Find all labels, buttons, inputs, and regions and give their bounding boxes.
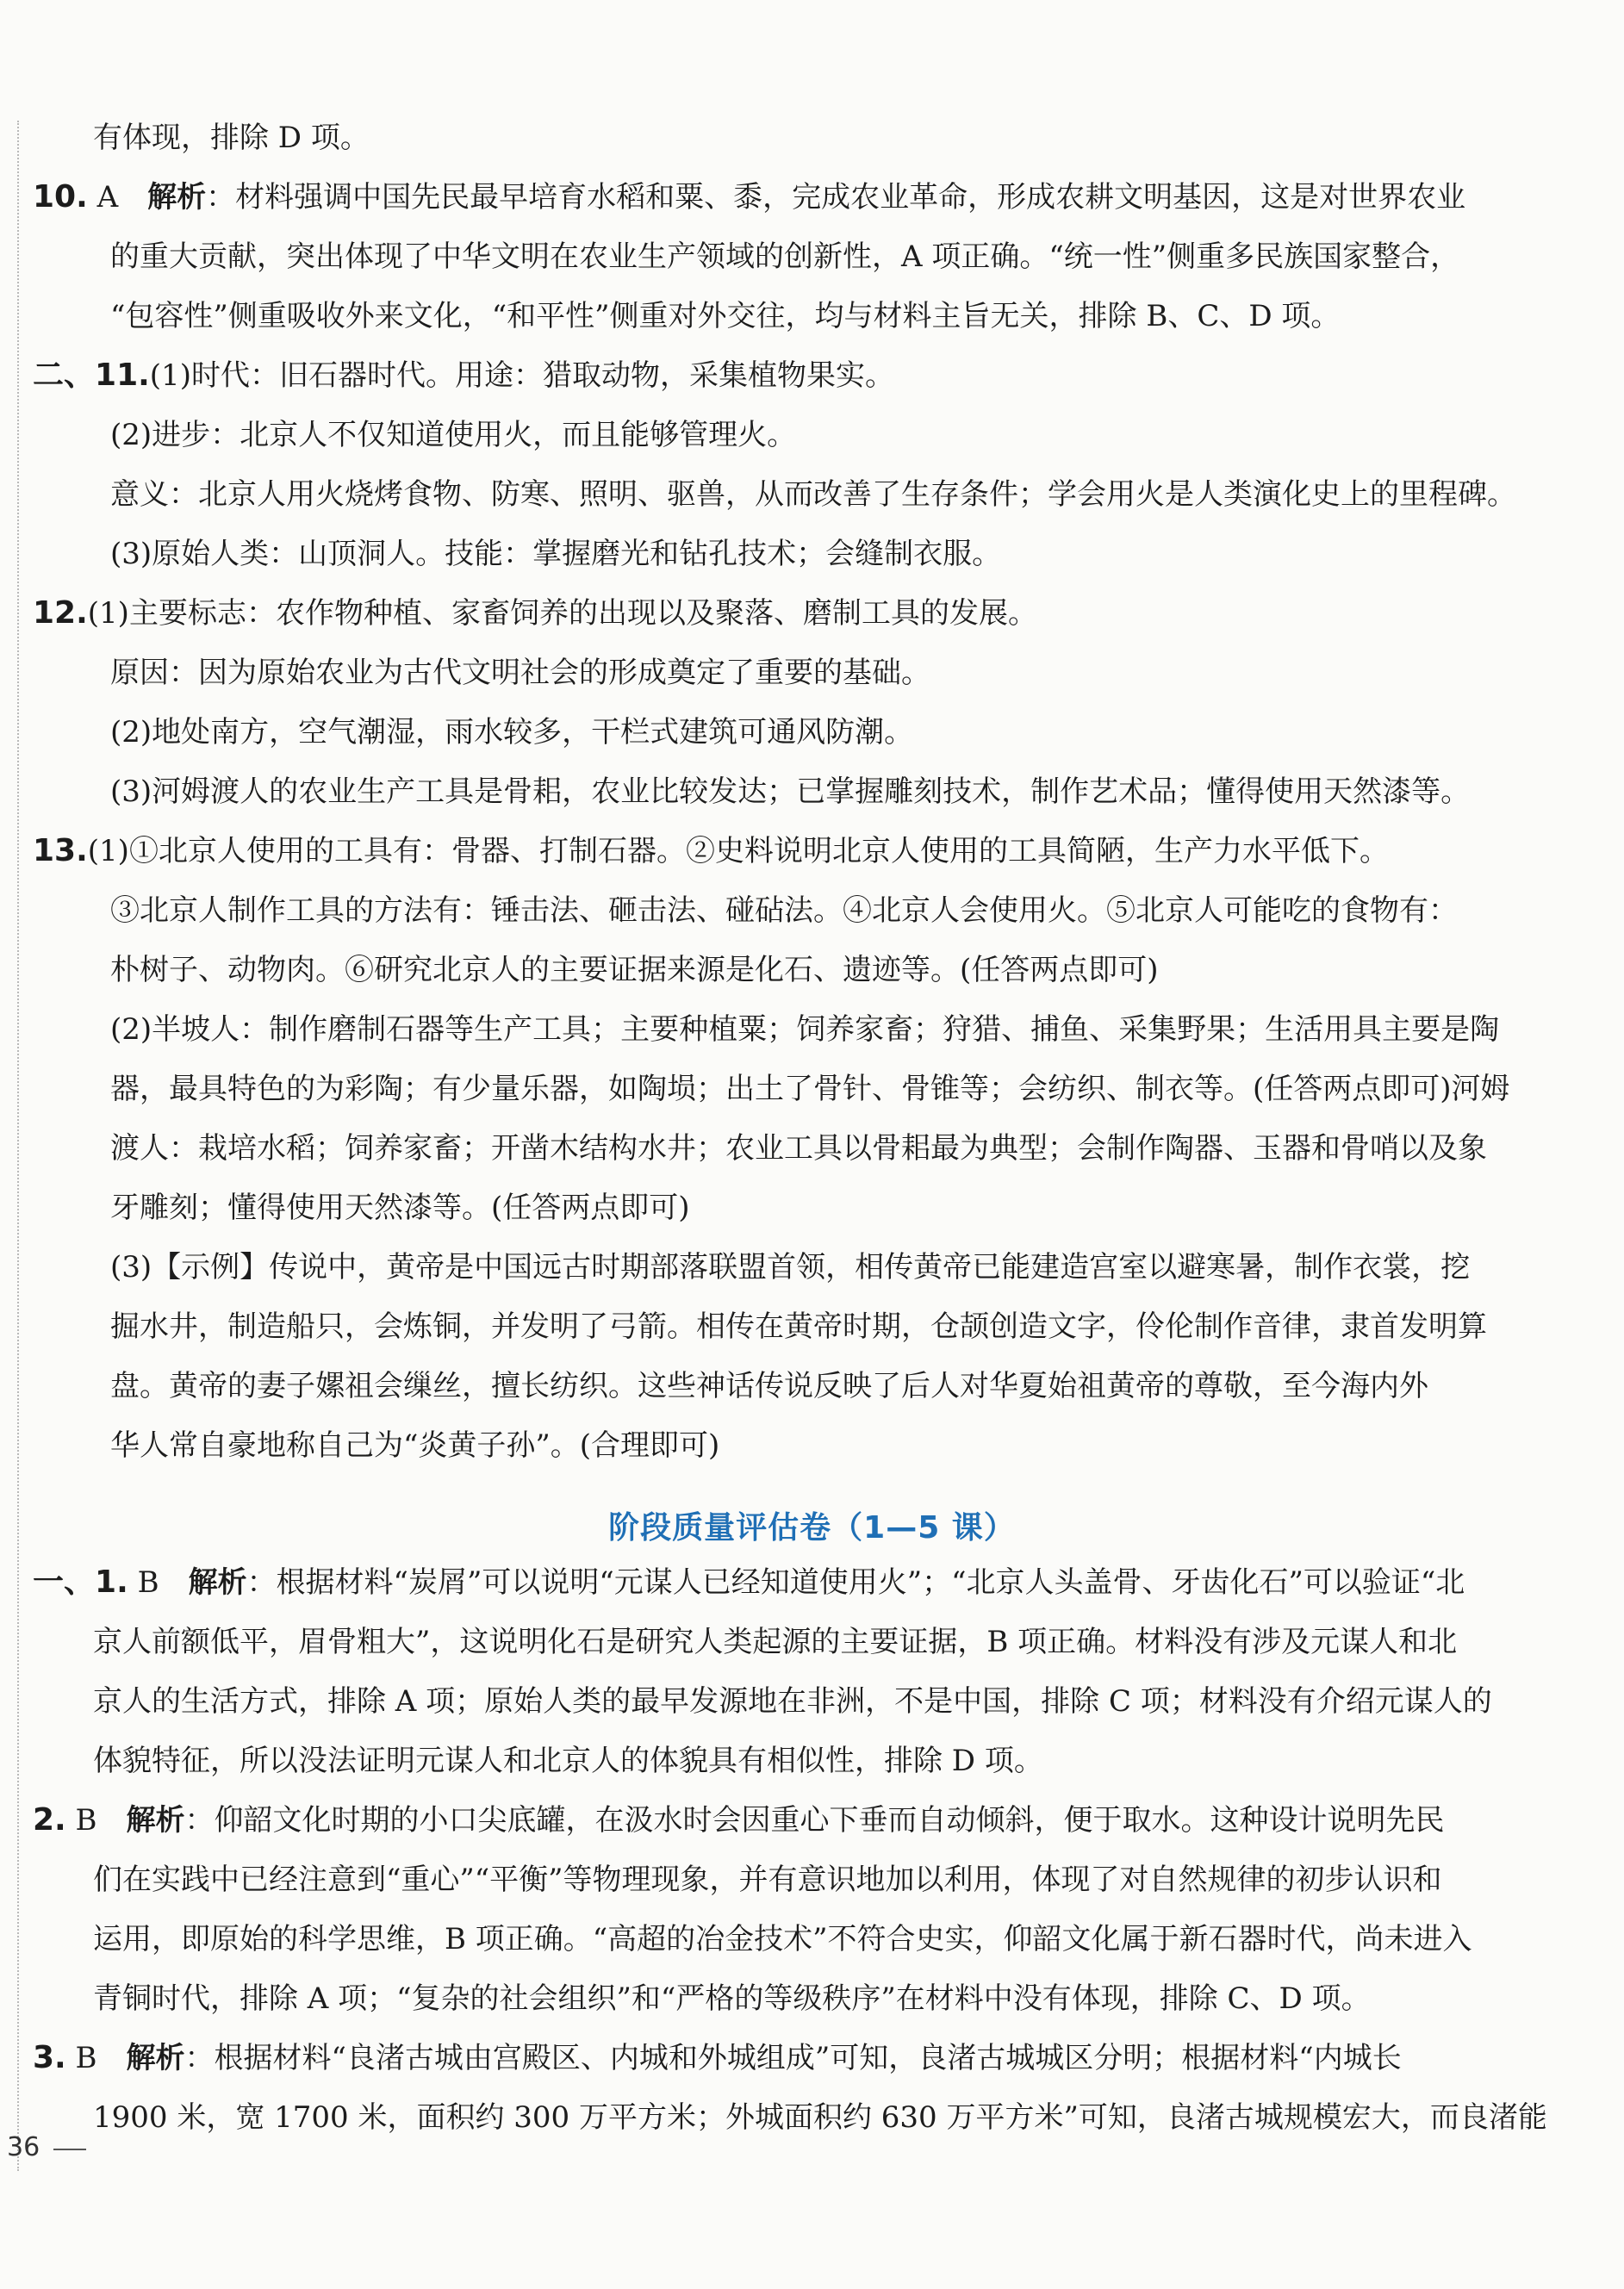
- text-line: [110, 713, 1600, 751]
- text-line: [110, 1308, 1600, 1346]
- text-line: [110, 1129, 1600, 1167]
- analysis-label: 解析: [126, 2041, 185, 2075]
- text-line: [110, 892, 1600, 930]
- line-text: 牙雕刻；懂得使用天然漆等。(任答两点即可): [110, 1191, 690, 1225]
- text-line: [110, 1367, 1600, 1405]
- question-number: 12.: [33, 595, 88, 631]
- text-line: [110, 416, 1600, 454]
- question-number: 13.: [33, 833, 88, 868]
- line-text: (3)河姆渡人的农业生产工具是骨耜，农业比较发达；已掌握雕刻技术，制作艺术品；懂得使用天然漆等。: [110, 774, 1471, 809]
- line-text: ：根据材料“良渚古城由宫殿区、内城和外城组成”可知，良渚古城城区分明；根据材料“内城长: [184, 2041, 1402, 2075]
- line-text: 掘水井，制造船只，会炼铜，并发明了弓箭。相传在黄帝时期，仓颉创造文字，伶伦制作音律，隶首发明算: [110, 1309, 1487, 1344]
- question-number: 2.: [33, 1802, 66, 1838]
- section-prefix: 二、: [33, 358, 96, 393]
- line-text: “包容性”侧重吸收外来文化，“和平性”侧重对外交往，均与材料主旨无关，排除 B、C、D 项。: [110, 299, 1341, 333]
- line-text: 青铜时代，排除 A 项；“复杂的社会组织”和“严格的等级秩序”在材料中没有体现，排除 C、D 项。: [93, 1981, 1371, 2016]
- line-text: 运用，即原始的科学思维，B 项正确。“高超的冶金技术”不符合史实，仰韶文化属于新石器时代，尚未进入: [93, 1922, 1472, 1956]
- text-line: [33, 357, 1600, 395]
- line-text: 的重大贡献，突出体现了中华文明在农业生产领域的创新性，A 项正确。“统一性”侧重多民族国家整合，: [110, 239, 1460, 274]
- analysis-label: 解析: [126, 1803, 185, 1838]
- text-line: [93, 1920, 1600, 1958]
- text-line: [93, 1742, 1600, 1780]
- text-line: [93, 1683, 1600, 1720]
- line-text: 原因：因为原始农业为古代文明社会的形成奠定了重要的基础。: [110, 656, 930, 690]
- line-text: 器，最具特色的为彩陶；有少量乐器，如陶埙；出土了骨针、骨锥等；会纺织、制衣等。(任答两点即可)河姆: [110, 1072, 1510, 1106]
- section-title: 阶段质量评估卷（1—5 课）: [608, 1510, 1016, 1546]
- text-line: [33, 1564, 1600, 1602]
- line-text: 渡人：栽培水稻；饲养家畜；开凿木结构水井；农业工具以骨耜最为典型；会制作陶器、玉器和骨哨以及象: [110, 1131, 1487, 1166]
- line-text: 京人的生活方式，排除 A 项；原始人类的最早发源地在非洲，不是中国，排除 C 项；材料没有介绍元谋人的: [93, 1684, 1492, 1719]
- question-number: 11.: [95, 358, 150, 393]
- text-line: [93, 1861, 1600, 1899]
- text-line: [93, 1980, 1600, 2018]
- text-line: [110, 535, 1600, 573]
- line-text: 们在实践中已经注意到“重心”“平衡”等物理现象，并有意识地加以利用，体现了对自然规律的初步认识和: [93, 1863, 1442, 1897]
- line-text: 盘。黄帝的妻子嫘祖会缫丝，擅长纺织。这些神话传说反映了后人对华夏始祖黄帝的尊敬，至今海内外: [110, 1369, 1428, 1403]
- line-text: 意义：北京人用火烧烤食物、防寒、照明、驱兽，从而改善了生存条件；学会用火是人类演化史上的里程碑。: [110, 477, 1516, 512]
- text-line: [33, 832, 1600, 870]
- page-number-rule: [53, 2149, 86, 2150]
- line-text: ③北京人制作工具的方法有：锤击法、砸击法、碰砧法。④北京人会使用火。⑤北京人可能吃的食物有：: [110, 893, 1458, 928]
- text-line: [33, 594, 1600, 632]
- line-text: (2)地处南方，空气潮湿，雨水较多，干栏式建筑可通风防潮。: [110, 715, 914, 750]
- question-number: 3.: [33, 2040, 66, 2075]
- line-text: ：仰韶文化时期的小口尖底罐，在汲水时会因重心下垂而自动倾斜，便于取水。这种设计说明先民: [184, 1803, 1445, 1838]
- text-line: [110, 238, 1600, 276]
- line-text: 1900 米，宽 1700 米，面积约 300 万平方米；外城面积约 630 万平方米”可知，良渚古城规模宏大，而良渚能: [93, 2100, 1547, 2135]
- text-line: [110, 297, 1600, 335]
- text-line: [110, 1248, 1600, 1286]
- line-text: 有体现，排除 D 项。: [93, 121, 370, 155]
- text-line: [33, 2039, 1600, 2077]
- text-line: [110, 1011, 1600, 1048]
- line-text: 京人前额低平，眉骨粗大”，这说明化石是研究人类起源的主要证据，B 项正确。材料没有涉及元谋人和北: [93, 1625, 1458, 1659]
- text-line: [110, 654, 1600, 692]
- text-line: [110, 1070, 1600, 1108]
- text-line: [93, 2099, 1600, 2137]
- analysis-label: 解析: [147, 180, 207, 215]
- text-line: [110, 773, 1600, 811]
- line-text: 华人常自豪地称自己为“炎黄子孙”。(合理即可): [110, 1428, 720, 1463]
- answer-letter: B: [75, 2041, 97, 2075]
- line-text: 朴树子、动物肉。⑥研究北京人的主要证据来源是化石、遗迹等。(任答两点即可): [110, 953, 1159, 987]
- line-text: ：根据材料“炭屑”可以说明“元谋人已经知道使用火”；“北京人头盖骨、牙齿化石”可以验证“北: [246, 1565, 1465, 1600]
- text-line: [93, 1623, 1600, 1661]
- line-text: (3)原始人类：山顶洞人。技能：掌握磨光和钻孔技术；会缝制衣服。: [110, 537, 1002, 571]
- section-prefix: 一、: [33, 1564, 96, 1600]
- line-text: ：材料强调中国先民最早培育水稻和粟、黍，完成农业革命，形成农耕文明基因，这是对世界农业: [206, 180, 1466, 215]
- text-line: [110, 1189, 1600, 1227]
- answer-letter: B: [75, 1803, 97, 1838]
- line-text: (1)主要标志：农作物种植、家畜饲养的出现以及聚落、磨制工具的发展。: [87, 596, 1037, 631]
- text-line: [33, 1801, 1600, 1839]
- analysis-label: 解析: [188, 1565, 247, 1600]
- answer-letter: A: [96, 180, 119, 215]
- page-number: 36: [7, 2132, 40, 2162]
- line-text: (1)①北京人使用的工具有：骨器、打制石器。②史料说明北京人使用的工具简陋，生产力水平低下。: [87, 834, 1389, 868]
- text-line: [33, 178, 1600, 216]
- text-line: [110, 1427, 1600, 1465]
- text-line: [110, 951, 1600, 989]
- line-text: (2)进步：北京人不仅知道使用火，而且能够管理火。: [110, 418, 797, 452]
- line-text: (3)【示例】传说中，黄帝是中国远古时期部落联盟首领，相传黄帝已能建造宫室以避寒暑，制作衣裳，挖: [110, 1250, 1471, 1284]
- line-text: 体貌特征，所以没法证明元谋人和北京人的体貌具有相似性，排除 D 项。: [93, 1744, 1043, 1778]
- question-number: 10.: [33, 179, 88, 215]
- text-line: [110, 476, 1600, 513]
- text-line: [93, 119, 1600, 157]
- line-text: (2)半坡人：制作磨制石器等生产工具；主要种植粟；饲养家畜；狩猎、捕鱼、采集野果；生活用具主要是陶: [110, 1012, 1500, 1047]
- answer-letter: B: [137, 1565, 159, 1600]
- line-text: (1)时代：旧石器时代。用途：猎取动物，采集植物果实。: [149, 358, 894, 393]
- question-number: 1.: [95, 1564, 128, 1600]
